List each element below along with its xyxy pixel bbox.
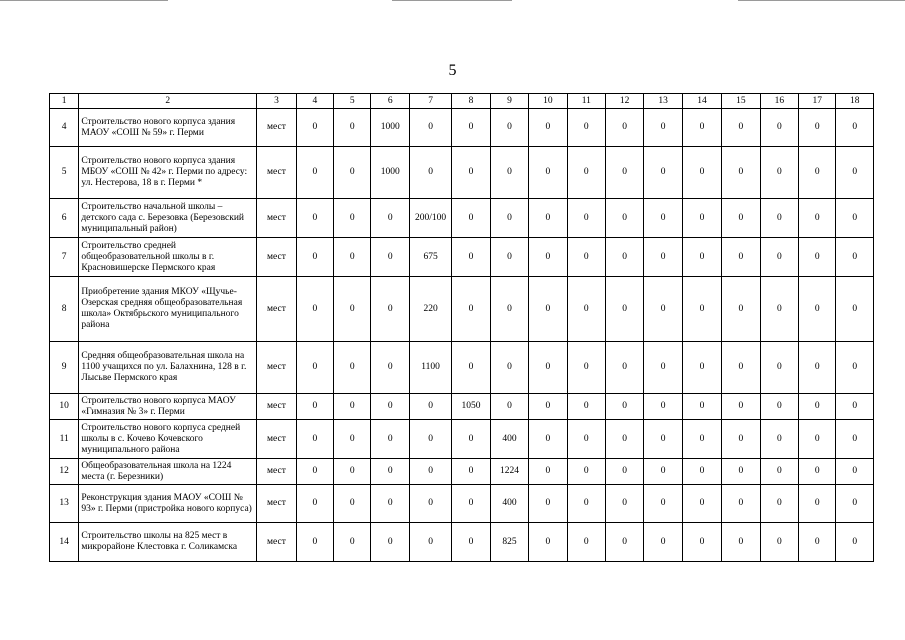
value-cell: 0 <box>644 459 682 485</box>
page-number: 5 <box>448 62 457 79</box>
value-cell: 0 <box>334 199 371 238</box>
value-cell: 825 <box>490 523 528 562</box>
row-number-cell: 7 <box>50 238 79 277</box>
object-name-cell: Строительство средней общеобразовательной школы в г. Красновишерске Пермского края <box>79 238 257 277</box>
column-header: 18 <box>836 94 874 109</box>
object-name-cell: Строительство школы на 825 мест в микрорайоне Клестовка г. Соликамска <box>79 523 257 562</box>
value-cell: 0 <box>799 199 836 238</box>
value-cell: 0 <box>836 523 874 562</box>
value-cell: 1100 <box>409 342 451 394</box>
value-cell: 0 <box>567 238 605 277</box>
top-rule-left <box>0 0 168 1</box>
row-number-cell: 8 <box>50 277 79 342</box>
value-cell: 0 <box>682 342 721 394</box>
column-header: 15 <box>722 94 760 109</box>
value-cell: 0 <box>722 147 760 199</box>
value-cell: 0 <box>371 342 409 394</box>
header-row <box>50 94 874 109</box>
value-cell: 0 <box>529 420 567 459</box>
value-cell: 0 <box>296 420 333 459</box>
table-row <box>50 523 874 562</box>
value-cell: 0 <box>334 523 371 562</box>
value-cell: 0 <box>452 523 490 562</box>
value-cell: 0 <box>836 485 874 523</box>
value-cell: 0 <box>836 199 874 238</box>
value-cell: 0 <box>760 459 798 485</box>
value-cell: 0 <box>452 238 490 277</box>
unit-cell: мест <box>257 109 296 147</box>
value-cell: 0 <box>296 485 333 523</box>
column-header: 10 <box>529 94 567 109</box>
table-row <box>50 277 874 342</box>
value-cell: 0 <box>722 238 760 277</box>
value-cell: 0 <box>836 394 874 420</box>
value-cell: 0 <box>529 394 567 420</box>
value-cell: 0 <box>722 277 760 342</box>
column-header: 13 <box>644 94 682 109</box>
column-header: 17 <box>799 94 836 109</box>
row-number-cell: 12 <box>50 459 79 485</box>
column-header: 11 <box>567 94 605 109</box>
value-cell: 1050 <box>452 394 490 420</box>
value-cell: 0 <box>371 277 409 342</box>
value-cell: 0 <box>452 199 490 238</box>
row-number-cell: 10 <box>50 394 79 420</box>
value-cell: 0 <box>296 459 333 485</box>
unit-cell: мест <box>257 485 296 523</box>
value-cell: 0 <box>334 147 371 199</box>
value-cell: 0 <box>371 523 409 562</box>
value-cell: 0 <box>836 147 874 199</box>
value-cell: 0 <box>682 459 721 485</box>
table-row <box>50 420 874 459</box>
value-cell: 0 <box>760 109 798 147</box>
value-cell: 0 <box>760 485 798 523</box>
value-cell: 400 <box>490 485 528 523</box>
value-cell: 0 <box>490 238 528 277</box>
value-cell: 0 <box>409 485 451 523</box>
value-cell: 1224 <box>490 459 528 485</box>
value-cell: 0 <box>722 485 760 523</box>
value-cell: 0 <box>605 109 643 147</box>
value-cell: 0 <box>644 523 682 562</box>
value-cell: 0 <box>682 523 721 562</box>
object-name-cell: Приобретение здания МКОУ «Щучье-Озерская средняя общеобразовательная школа» Октябрьского муниципального района <box>79 277 257 342</box>
table-row <box>50 485 874 523</box>
value-cell: 0 <box>529 485 567 523</box>
table-row <box>50 342 874 394</box>
value-cell: 0 <box>490 109 528 147</box>
value-cell: 0 <box>644 109 682 147</box>
value-cell: 0 <box>760 147 798 199</box>
unit-cell: мест <box>257 199 296 238</box>
value-cell: 0 <box>296 277 333 342</box>
object-name-cell: Строительство начальной школы – детского сада с. Березовка (Березовский муниципальный район) <box>79 199 257 238</box>
unit-cell: мест <box>257 459 296 485</box>
value-cell: 0 <box>490 199 528 238</box>
value-cell: 0 <box>682 485 721 523</box>
value-cell: 0 <box>409 420 451 459</box>
table-body <box>50 109 874 562</box>
value-cell: 0 <box>371 238 409 277</box>
table-row <box>50 459 874 485</box>
value-cell: 0 <box>682 109 721 147</box>
value-cell: 0 <box>371 199 409 238</box>
value-cell: 0 <box>334 420 371 459</box>
value-cell: 0 <box>836 420 874 459</box>
column-header: 16 <box>760 94 798 109</box>
value-cell: 0 <box>490 147 528 199</box>
value-cell: 0 <box>409 523 451 562</box>
value-cell: 0 <box>799 394 836 420</box>
value-cell: 0 <box>760 277 798 342</box>
value-cell: 0 <box>296 523 333 562</box>
value-cell: 0 <box>836 109 874 147</box>
value-cell: 0 <box>682 147 721 199</box>
table-row <box>50 238 874 277</box>
value-cell: 0 <box>722 523 760 562</box>
column-header: 1 <box>50 94 79 109</box>
value-cell: 0 <box>644 238 682 277</box>
object-name-cell: Средняя общеобразовательная школа на 1100 учащихся по ул. Балахнина, 128 в г. Лысьве Пермского края <box>79 342 257 394</box>
value-cell: 0 <box>605 199 643 238</box>
value-cell: 0 <box>836 277 874 342</box>
value-cell: 0 <box>760 394 798 420</box>
value-cell: 0 <box>682 199 721 238</box>
value-cell: 0 <box>799 485 836 523</box>
value-cell: 0 <box>296 109 333 147</box>
value-cell: 0 <box>409 109 451 147</box>
value-cell: 0 <box>722 420 760 459</box>
column-header: 3 <box>257 94 296 109</box>
column-header: 7 <box>409 94 451 109</box>
object-name-cell: Строительство нового корпуса средней школы в с. Кочево Кочевского муниципального района <box>79 420 257 459</box>
table-row <box>50 394 874 420</box>
value-cell: 0 <box>567 459 605 485</box>
row-number-cell: 4 <box>50 109 79 147</box>
value-cell: 0 <box>644 199 682 238</box>
value-cell: 0 <box>567 342 605 394</box>
value-cell: 0 <box>722 109 760 147</box>
value-cell: 0 <box>371 485 409 523</box>
value-cell: 0 <box>644 394 682 420</box>
column-header: 8 <box>452 94 490 109</box>
value-cell: 0 <box>836 342 874 394</box>
value-cell: 0 <box>452 277 490 342</box>
value-cell: 0 <box>605 238 643 277</box>
column-header: 14 <box>682 94 721 109</box>
value-cell: 0 <box>799 238 836 277</box>
row-number-cell: 14 <box>50 523 79 562</box>
table-row <box>50 199 874 238</box>
value-cell: 0 <box>567 199 605 238</box>
value-cell: 0 <box>682 238 721 277</box>
value-cell: 0 <box>760 238 798 277</box>
value-cell: 0 <box>409 459 451 485</box>
value-cell: 0 <box>296 394 333 420</box>
value-cell: 0 <box>605 277 643 342</box>
value-cell: 0 <box>490 277 528 342</box>
value-cell: 0 <box>799 523 836 562</box>
column-header: 6 <box>371 94 409 109</box>
value-cell: 0 <box>334 342 371 394</box>
value-cell: 0 <box>296 342 333 394</box>
value-cell: 0 <box>605 523 643 562</box>
unit-cell: мест <box>257 277 296 342</box>
object-name-cell: Общеобразовательная школа на 1224 места (г. Березники) <box>79 459 257 485</box>
value-cell: 0 <box>529 342 567 394</box>
value-cell: 200/100 <box>409 199 451 238</box>
value-cell: 0 <box>567 277 605 342</box>
value-cell: 0 <box>682 277 721 342</box>
value-cell: 0 <box>334 277 371 342</box>
value-cell: 0 <box>722 199 760 238</box>
value-cell: 0 <box>371 420 409 459</box>
value-cell: 675 <box>409 238 451 277</box>
column-header: 5 <box>334 94 371 109</box>
row-number-cell: 13 <box>50 485 79 523</box>
value-cell: 1000 <box>371 109 409 147</box>
value-cell: 0 <box>452 109 490 147</box>
table-row <box>50 147 874 199</box>
value-cell: 0 <box>799 277 836 342</box>
object-name-cell: Реконструкция здания МАОУ «СОШ № 93» г. Перми (пристройка нового корпуса) <box>79 485 257 523</box>
value-cell: 0 <box>836 459 874 485</box>
value-cell: 0 <box>760 420 798 459</box>
object-name-cell: Строительство нового корпуса МАОУ «Гимназия № 3» г. Перми <box>79 394 257 420</box>
unit-cell: мест <box>257 420 296 459</box>
value-cell: 0 <box>644 277 682 342</box>
value-cell: 0 <box>490 342 528 394</box>
unit-cell: мест <box>257 238 296 277</box>
object-name-cell: Строительство нового корпуса здания МАОУ «СОШ № 59» г. Перми <box>79 109 257 147</box>
value-cell: 0 <box>682 394 721 420</box>
row-number-cell: 5 <box>50 147 79 199</box>
value-cell: 0 <box>644 420 682 459</box>
value-cell: 0 <box>605 394 643 420</box>
value-cell: 0 <box>605 485 643 523</box>
value-cell: 0 <box>799 459 836 485</box>
value-cell: 0 <box>644 342 682 394</box>
value-cell: 0 <box>567 485 605 523</box>
value-cell: 0 <box>334 459 371 485</box>
value-cell: 0 <box>605 342 643 394</box>
value-cell: 0 <box>452 342 490 394</box>
value-cell: 0 <box>567 147 605 199</box>
value-cell: 0 <box>409 394 451 420</box>
value-cell: 0 <box>567 394 605 420</box>
value-cell: 0 <box>644 147 682 199</box>
value-cell: 0 <box>334 394 371 420</box>
value-cell: 0 <box>799 109 836 147</box>
value-cell: 0 <box>296 199 333 238</box>
column-header: 12 <box>605 94 643 109</box>
value-cell: 0 <box>760 523 798 562</box>
value-cell: 0 <box>529 277 567 342</box>
table-row <box>50 109 874 147</box>
value-cell: 220 <box>409 277 451 342</box>
value-cell: 0 <box>452 485 490 523</box>
unit-cell: мест <box>257 147 296 199</box>
value-cell: 0 <box>371 459 409 485</box>
column-header: 4 <box>296 94 333 109</box>
value-cell: 0 <box>452 420 490 459</box>
value-cell: 0 <box>799 342 836 394</box>
value-cell: 0 <box>644 485 682 523</box>
value-cell: 0 <box>529 199 567 238</box>
value-cell: 0 <box>722 342 760 394</box>
object-name-cell: Строительство нового корпуса здания МБОУ «СОШ № 42» г. Перми по адресу: ул. Нестерова, 18 в г. Перми * <box>79 147 257 199</box>
value-cell: 0 <box>799 147 836 199</box>
value-cell: 0 <box>371 394 409 420</box>
value-cell: 0 <box>605 459 643 485</box>
value-cell: 0 <box>409 147 451 199</box>
value-cell: 0 <box>722 394 760 420</box>
value-cell: 0 <box>334 238 371 277</box>
value-cell: 0 <box>567 109 605 147</box>
value-cell: 0 <box>334 485 371 523</box>
top-rule-middle <box>392 0 512 1</box>
value-cell: 0 <box>490 394 528 420</box>
value-cell: 0 <box>529 523 567 562</box>
value-cell: 0 <box>296 238 333 277</box>
unit-cell: мест <box>257 342 296 394</box>
value-cell: 0 <box>605 420 643 459</box>
value-cell: 0 <box>334 109 371 147</box>
top-rule-right <box>738 0 905 1</box>
value-cell: 0 <box>296 147 333 199</box>
data-table <box>49 93 874 562</box>
value-cell: 1000 <box>371 147 409 199</box>
column-header: 9 <box>490 94 528 109</box>
value-cell: 0 <box>760 342 798 394</box>
value-cell: 0 <box>529 459 567 485</box>
row-number-cell: 9 <box>50 342 79 394</box>
value-cell: 0 <box>722 459 760 485</box>
row-number-cell: 6 <box>50 199 79 238</box>
value-cell: 0 <box>529 238 567 277</box>
value-cell: 0 <box>836 238 874 277</box>
unit-cell: мест <box>257 523 296 562</box>
value-cell: 0 <box>452 147 490 199</box>
value-cell: 0 <box>760 199 798 238</box>
value-cell: 0 <box>452 459 490 485</box>
value-cell: 0 <box>682 420 721 459</box>
value-cell: 0 <box>567 523 605 562</box>
value-cell: 0 <box>529 109 567 147</box>
value-cell: 0 <box>529 147 567 199</box>
unit-cell: мест <box>257 394 296 420</box>
value-cell: 0 <box>567 420 605 459</box>
value-cell: 0 <box>605 147 643 199</box>
value-cell: 0 <box>799 420 836 459</box>
column-header: 2 <box>79 94 257 109</box>
row-number-cell: 11 <box>50 420 79 459</box>
value-cell: 400 <box>490 420 528 459</box>
